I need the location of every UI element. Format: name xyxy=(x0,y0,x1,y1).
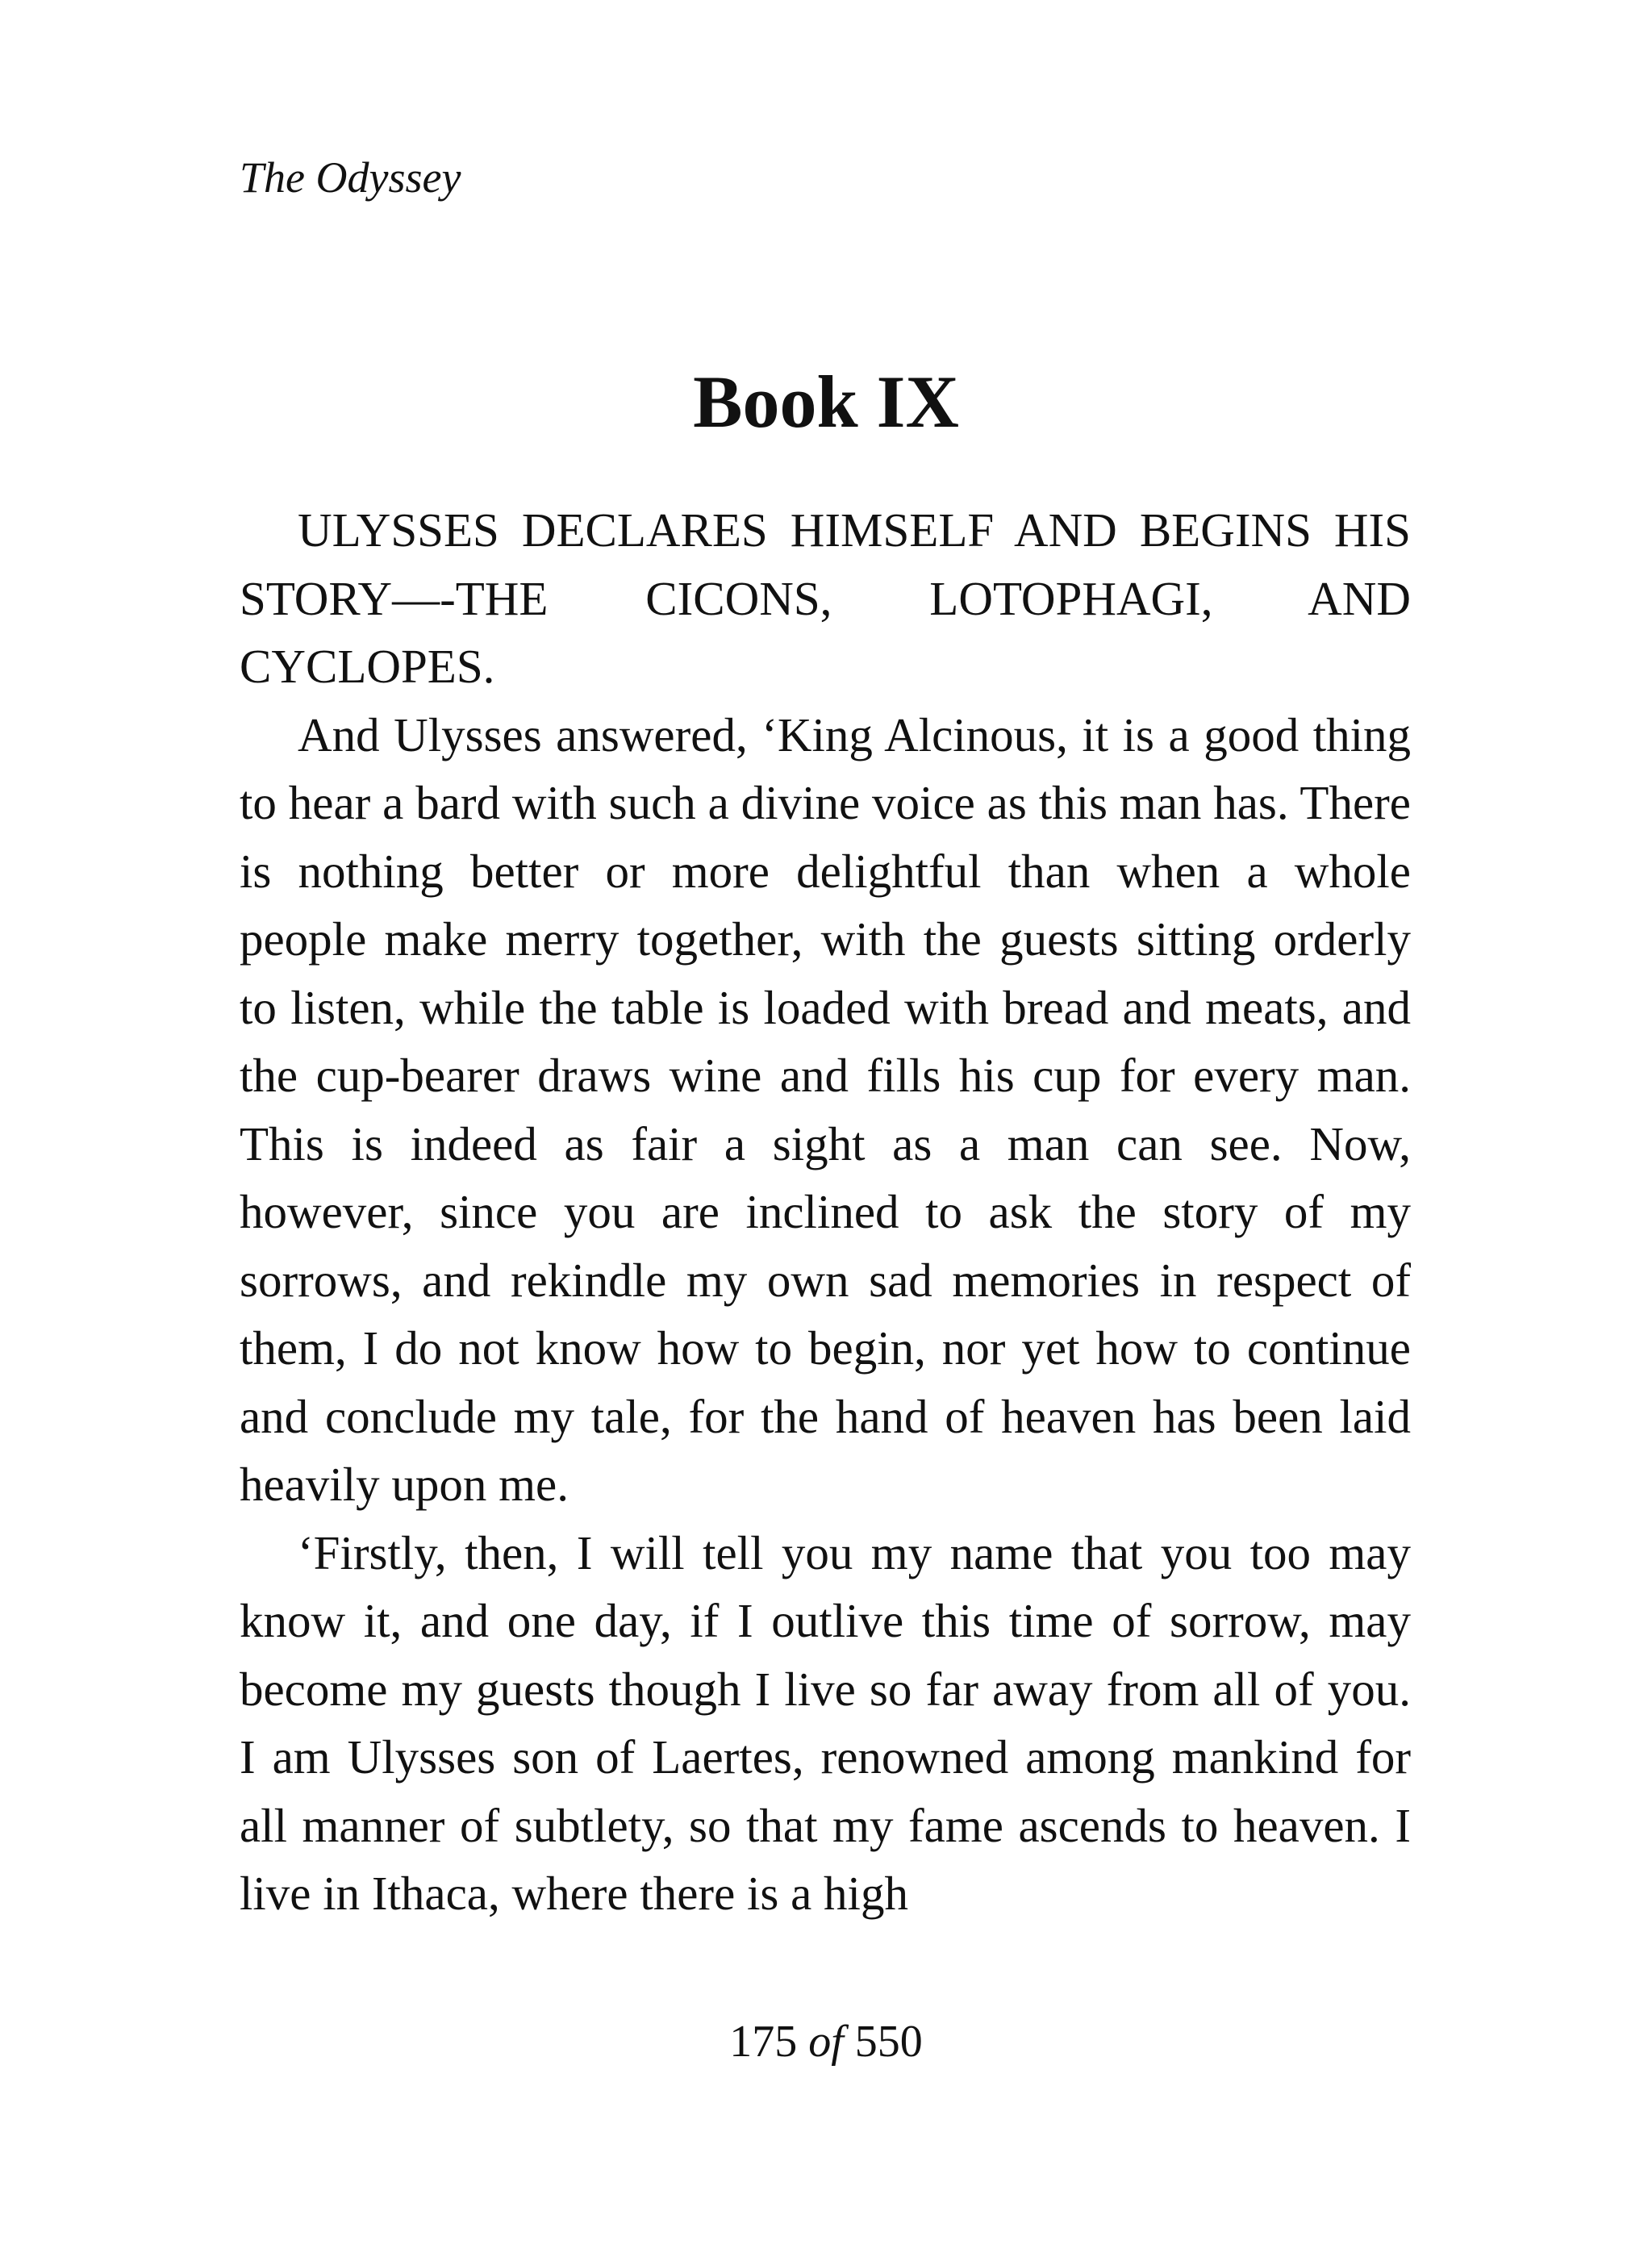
running-title: The Odyssey xyxy=(240,153,461,202)
chapter-title: Book IX xyxy=(693,361,959,443)
body-paragraph: ‘Firstly, then, I will tell you my name that you too may know it, and one day, if I outlive this time of sorrow, may become my guests though I live so far away from all of you. I am Ulysses son of Laertes, renowned among mankind for all manner of subtlety, so that my fame ascends to heaven. I live in Ithaca, where there is a high xyxy=(240,1525,1411,1920)
page-number xyxy=(0,2013,1652,2070)
body-text xyxy=(240,496,1411,1928)
total-pages: 550 xyxy=(854,2017,923,2067)
chapter-summary-paragraph: ULYSSES DECLARES HIMSELF AND BEGINS HIS STORY—-THE CICONS, LOTOPHAGI, AND CYCLOPES. xyxy=(240,503,1411,693)
body-paragraph: And Ulysses answered, ‘King Alcinous, it is a good thing to hear a bard with such a divine voice as this man has. There is nothing better or more delightful than when a whole people make merry together, with the guests sitting orderly to listen, while the table is loaded with bread and meats, and the cup-bearer draws wine and fills his cup for every man. This is indeed as fair a sight as a man can see. Now, however, since you are inclined to ask the story of my sorrows, and rekindle my own sad memories in respect of them, I do not know how to begin, nor yet how to continue and conclude my tale, for the hand of heaven has been laid heavily upon me. xyxy=(240,707,1411,1511)
page-of-label: of xyxy=(808,2017,844,2067)
current-page: 175 xyxy=(729,2017,798,2067)
